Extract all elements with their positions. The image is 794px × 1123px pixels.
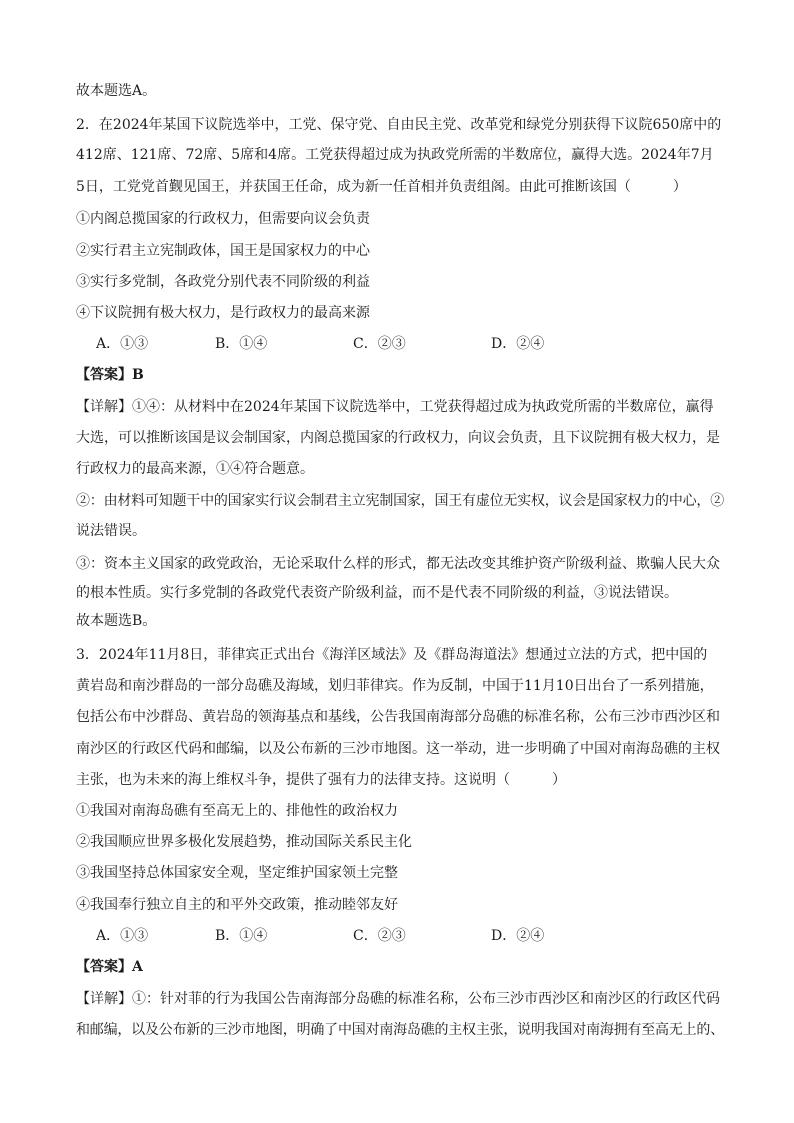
option-c: C．②③	[353, 336, 406, 352]
question-3-stem-line3: 包括公布中沙群岛、黄岩岛的领海基点和基线，公告我国南海部分岛礁的标准名称，公布三沙市西沙区和	[76, 709, 720, 725]
answer-q2	[76, 365, 144, 385]
question-2-statement-2: ②实行君主立宪制政体，国王是国家权力的中心	[76, 243, 370, 259]
question-3-statement-1: ①我国对南海岛礁有至高无上的、排他性的政治权力	[76, 803, 398, 819]
question-2-statement-3: ③实行多党制，各政党分别代表不同阶级的利益	[76, 274, 370, 290]
answer-value: A	[132, 959, 143, 975]
question-2-stem-line2: 412席、121席、72席、5席和4席。工党获得超过成为执政党所需的半数席位，赢得大选。2024年7月	[76, 147, 714, 163]
option-b: B．①④	[215, 336, 268, 352]
explanation-q3-line2: 和邮编，以及公布新的三沙市地图，明确了中国对南海岛礁的主权主张，说明我国对南海拥有至高无上的、	[76, 1022, 724, 1038]
explanation-q2-line5: 说法错误。	[76, 523, 146, 539]
question-3-statement-3: ③我国坚持总体国家安全观，坚定维护国家领土完整	[76, 865, 398, 881]
answer-label: 【答案】	[76, 959, 132, 975]
explanation-q2-line7: 的根本性质。实行多党制的各政党代表资产阶级利益，而不是代表不同阶级的利益，③说法错误。	[76, 585, 678, 601]
question-2-stem-line1: 2．在2024年某国下议院选举中，工党、保守党、自由民主党、改革党和绿党分别获得下议院650席中的	[76, 117, 722, 133]
explanation-q3-line1: 【详解】①：针对菲的行为我国公告南海部分岛礁的标准名称，公布三沙市西沙区和南沙区的行政区代码	[76, 991, 720, 1007]
question-3-stem-line1: 3．2024年11月8日，菲律宾正式出台《海洋区域法》及《群岛海道法》想通过立法的方式，把中国的	[76, 647, 708, 663]
question-3-statement-4: ④我国奉行独立自主的和平外交政策，推动睦邻友好	[76, 897, 398, 913]
option-a: A．①③	[96, 336, 149, 352]
explanation-q2-line6: ③：资本主义国家的政党政治，无论采取什么样的形式，都无法改变其维护资产阶级利益、欺骗人民大众	[76, 556, 720, 572]
conclusion-q1: 故本题选A。	[76, 83, 157, 99]
question-3-stem-line2: 黄岩岛和南沙群岛的一部分岛礁及海域，划归菲律宾。作为反制，中国于11月10日出台了一系列措施，	[76, 678, 714, 694]
option-d: D．②④	[491, 928, 545, 944]
answer-q3	[76, 957, 143, 977]
question-3-statement-2: ②我国顺应世界多极化发展趋势，推动国际关系民主化	[76, 834, 412, 850]
explanation-q2-line1: 【详解】①④：从材料中在2024年某国下议院选举中，工党获得超过成为执政党所需的半数席位，赢得	[76, 399, 714, 415]
explanation-q2-line2: 大选，可以推断该国是议会制国家，内阁总揽国家的行政权力，向议会负责，且下议院拥有极大权力，是	[76, 430, 720, 446]
question-3-options	[0, 926, 794, 946]
explanation-q2-line4: ②：由材料可知题干中的国家实行议会制君主立宪制国家，国王有虚位无实权，议会是国家权力的中心，②	[76, 493, 724, 509]
option-d: D．②④	[491, 336, 545, 352]
option-a: A．①③	[96, 928, 149, 944]
answer-label: 【答案】	[76, 367, 132, 383]
option-b: B．①④	[215, 928, 268, 944]
question-3-stem-line5: 主张，也为未来的海上维权斗争，提供了强有力的法律支持。这说明（ ）	[76, 772, 566, 788]
explanation-q2-line3: 行政权力的最高来源，①④符合题意。	[76, 461, 314, 477]
question-2-statement-4: ④下议院拥有极大权力，是行政权力的最高来源	[76, 305, 370, 321]
option-c: C．②③	[353, 928, 406, 944]
answer-value: B	[132, 367, 144, 383]
question-2-options	[0, 334, 794, 354]
conclusion-q2: 故本题选B。	[76, 613, 157, 629]
question-2-stem-line3: 5日，工党党首觐见国王，并获国王任命，成为新一任首相并负责组阁。由此可推断该国（ ）	[76, 179, 687, 195]
question-2-statement-1: ①内阁总揽国家的行政权力，但需要向议会负责	[76, 211, 370, 227]
question-3-stem-line4: 南沙区的行政区代码和邮编，以及公布新的三沙市地图。这一举动，进一步明确了中国对南海岛礁的主权	[76, 741, 720, 757]
